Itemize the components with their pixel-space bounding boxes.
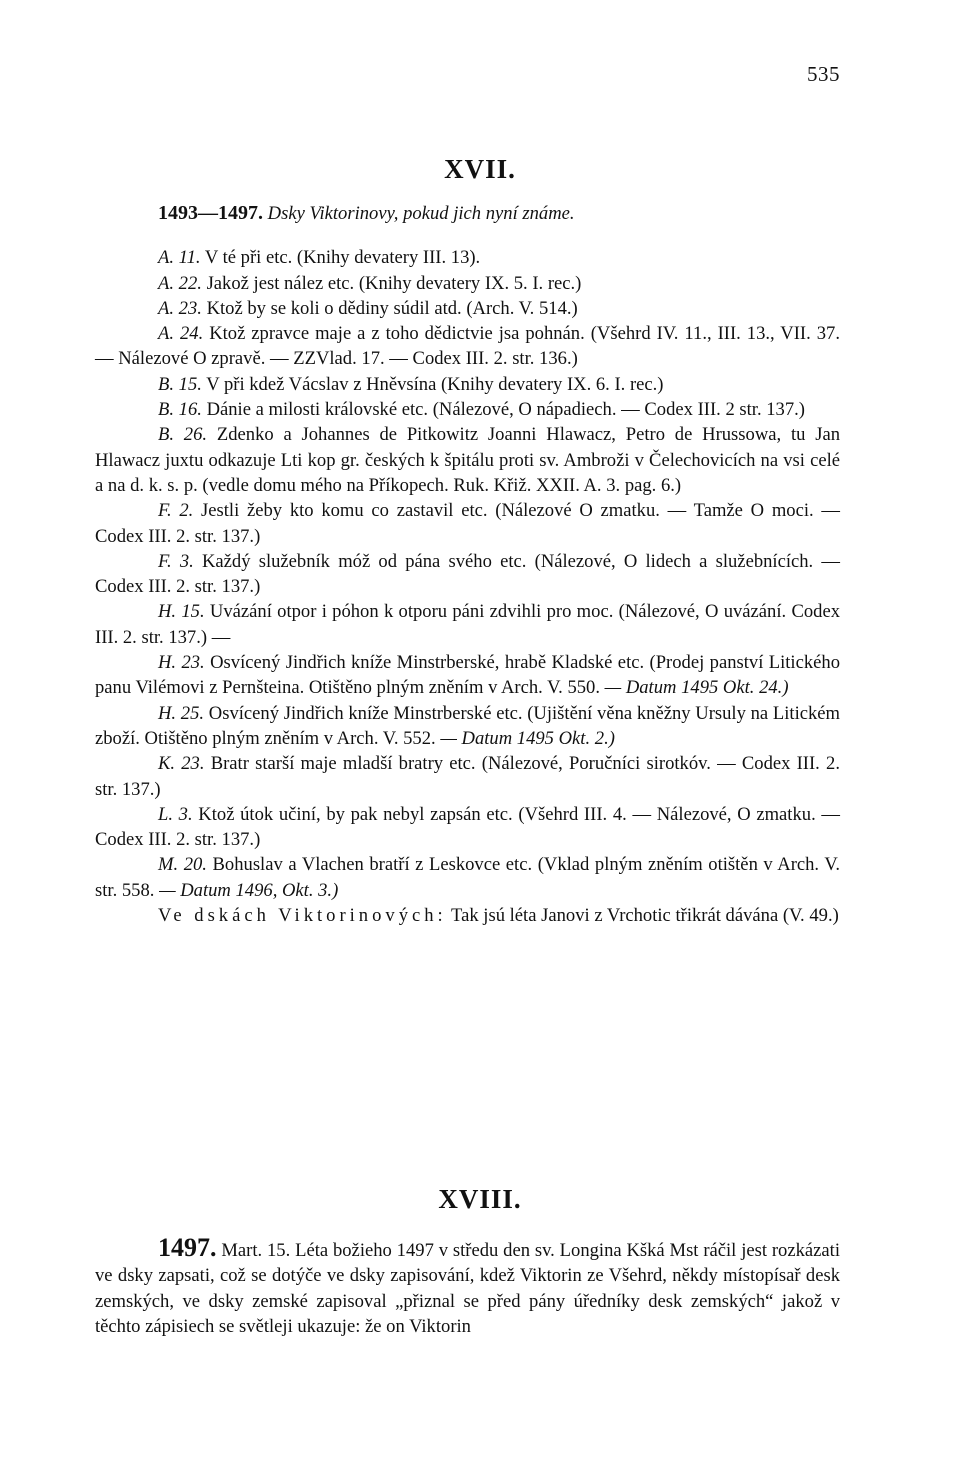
entry-text: Jakož jest nález etc. (Knihy devatery IX. 5. I. rec.) <box>206 272 582 294</box>
section-xvii-title <box>95 201 840 226</box>
entry-reference: A. 11. <box>158 247 201 269</box>
entry-reference: A. 22. <box>158 272 202 294</box>
entry-item <box>95 852 840 903</box>
entry-item <box>95 245 840 270</box>
entry-reference: B. 15. <box>158 373 202 395</box>
entry-text: Ktož útok učiní, by pak nebyl zapsán etc. (Všehrd III. 4. — Nálezové, O zmatku. — Codex III. 2. str. 137.) <box>95 803 840 851</box>
entry-text: Bratr starší maje mladší bratry etc. (Nálezové, Poručníci sirotkóv. — Codex III. 2. str. 137.) <box>95 753 840 800</box>
entry-reference: H. 15. <box>158 601 205 623</box>
entry-item <box>95 321 840 372</box>
section-heading-xviii: XVIII. <box>438 1184 522 1214</box>
entry-reference: B. 16. <box>158 399 202 421</box>
entry-datum: — Datum 1495 Okt. 24.) <box>604 677 789 699</box>
entry-text: Bohuslav a Vlachen bratří z Leskovce etc. (Vklad plným zněním otištěn v Arch. V. str. 558. <box>95 854 840 901</box>
entry-datum: — Datum 1496, Okt. 3.) <box>159 879 339 901</box>
entry-reference: F. 2. <box>158 500 194 522</box>
entry-text: Osvícený Jindřich kníže Minstrberské etc. (Ujištění věna kněžny Ursuly na Litickém zboží. Otištěno plným zněním v Arch. V. 552. <box>95 702 840 749</box>
entry-text: Uvázání otpor i póhon k otporu páni zdvihli pro moc. (Nálezové, O uvázání. Codex III. 2. str. 137.) — <box>95 601 840 648</box>
entry-text: Jestli žeby kto komu co zastavil etc. (Nálezové O zmatku. — Tamže O moci. — Codex III. 2. str. 137.) <box>95 500 840 547</box>
entry-text: Zdenko a Johannes de Pitkowitz Joanni Hlawacz, Petro de Hrussowa, tu Jan Hlawacz juxtu odkazuje Lti kop gr. českých k špitálu proti sv. Ambroži v Čelechovicích na vsi celé a na d. k. s. p. (vedle domu mého na Příkopech. Ruk. Křiž. XXII. A. 3. pag. 6.) <box>95 424 841 496</box>
entry-item <box>95 397 840 422</box>
entry-item <box>95 802 840 853</box>
entry-reference: A. 23. <box>158 297 202 319</box>
entry-item <box>95 422 840 498</box>
entry-reference: B. 26. <box>158 424 208 446</box>
section-xviii-paragraph <box>95 1235 840 1339</box>
entry-item <box>95 372 840 397</box>
entry-item <box>95 296 840 321</box>
entry-item <box>95 701 840 752</box>
entry-text: Ktož by se koli o dědiny súdil atd. (Arch. V. 514.) <box>206 297 578 319</box>
entry-text: Ktož zpravce maje a z toho dědictvie jsa pohnán. (Všehrd IV. 11., III. 13., VII. 37. — Nálezové O zpravě. — ZZVlad. 17. — Codex III. 2. str. 136.) <box>95 323 840 370</box>
section-xvii-body <box>95 201 840 928</box>
entry-reference: H. 25. <box>158 702 205 724</box>
entry-item <box>95 599 840 650</box>
entry-item <box>95 650 840 701</box>
section-xvii-title-text: Dsky Viktorinovy, pokud jich nyní známe. <box>267 203 575 224</box>
entry-reference: K. 23. <box>158 753 205 775</box>
entry-text: Každý služebník móž od pána svého etc. (Nálezové, O lidech a služebnících. — Codex III. 2. str. 137.) <box>95 550 840 598</box>
entry-datum: — Datum 1495 Okt. 2.) <box>440 727 615 749</box>
closing-paragraph <box>95 903 840 928</box>
section-heading-xvii: XVII. <box>444 154 516 184</box>
entry-reference: H. 23. <box>158 652 205 674</box>
section-xviii-year: 1497. <box>158 1233 217 1262</box>
section-xviii-text: Mart. 15. Léta božieho 1497 v středu den sv. Longina Kšká Mst ráčil jest rozkázati ve dsky zapsati, což se dotýče ve dsky zapisování, kdež Viktorin ze Všehrd, někdy místopísař desk zemských, ve dsky zemské zapisoval „přiznal se před pány úředníky desk zemských“ jakož v těchto zápisiech se světleji ukazuje: že on Viktorin <box>95 1240 840 1337</box>
entry-reference: F. 3. <box>158 550 194 572</box>
entry-item <box>95 498 840 549</box>
closing-text: Tak jsú léta Janovi z Vrchotic třikrát dávána (V. 49.) <box>451 905 839 927</box>
entry-reference: A. 24. <box>158 323 204 345</box>
entry-item <box>95 549 840 600</box>
section-xviii-body <box>95 1235 840 1339</box>
entry-item <box>95 751 840 802</box>
entry-reference: L. 3. <box>158 803 193 825</box>
entry-item <box>95 271 840 296</box>
section-xvii-year: 1493—1497. <box>158 202 263 224</box>
entry-list <box>95 245 840 903</box>
page-number: 535 <box>807 62 840 86</box>
entry-reference: M. 20. <box>158 854 207 876</box>
entry-text: V té při etc. (Knihy devatery III. 13). <box>204 247 481 269</box>
closing-spaced-text: Ve dskách Viktorinových: <box>158 905 447 927</box>
entry-text: Osvícený Jindřich kníže Minstrberské, hrabě Kladské etc. (Prodej panství Litického panu Vilémovi z Pernšteina. Otištěno plným zněním v Arch. V. 550. <box>95 652 840 699</box>
entry-text: Dánie a milosti královské etc. (Nálezové, O nápadiech. — Codex III. 2 str. 137.) <box>206 399 805 421</box>
entry-text: V při kdež Vácslav z Hněvsína (Knihy devatery IX. 6. I. rec.) <box>206 373 664 395</box>
